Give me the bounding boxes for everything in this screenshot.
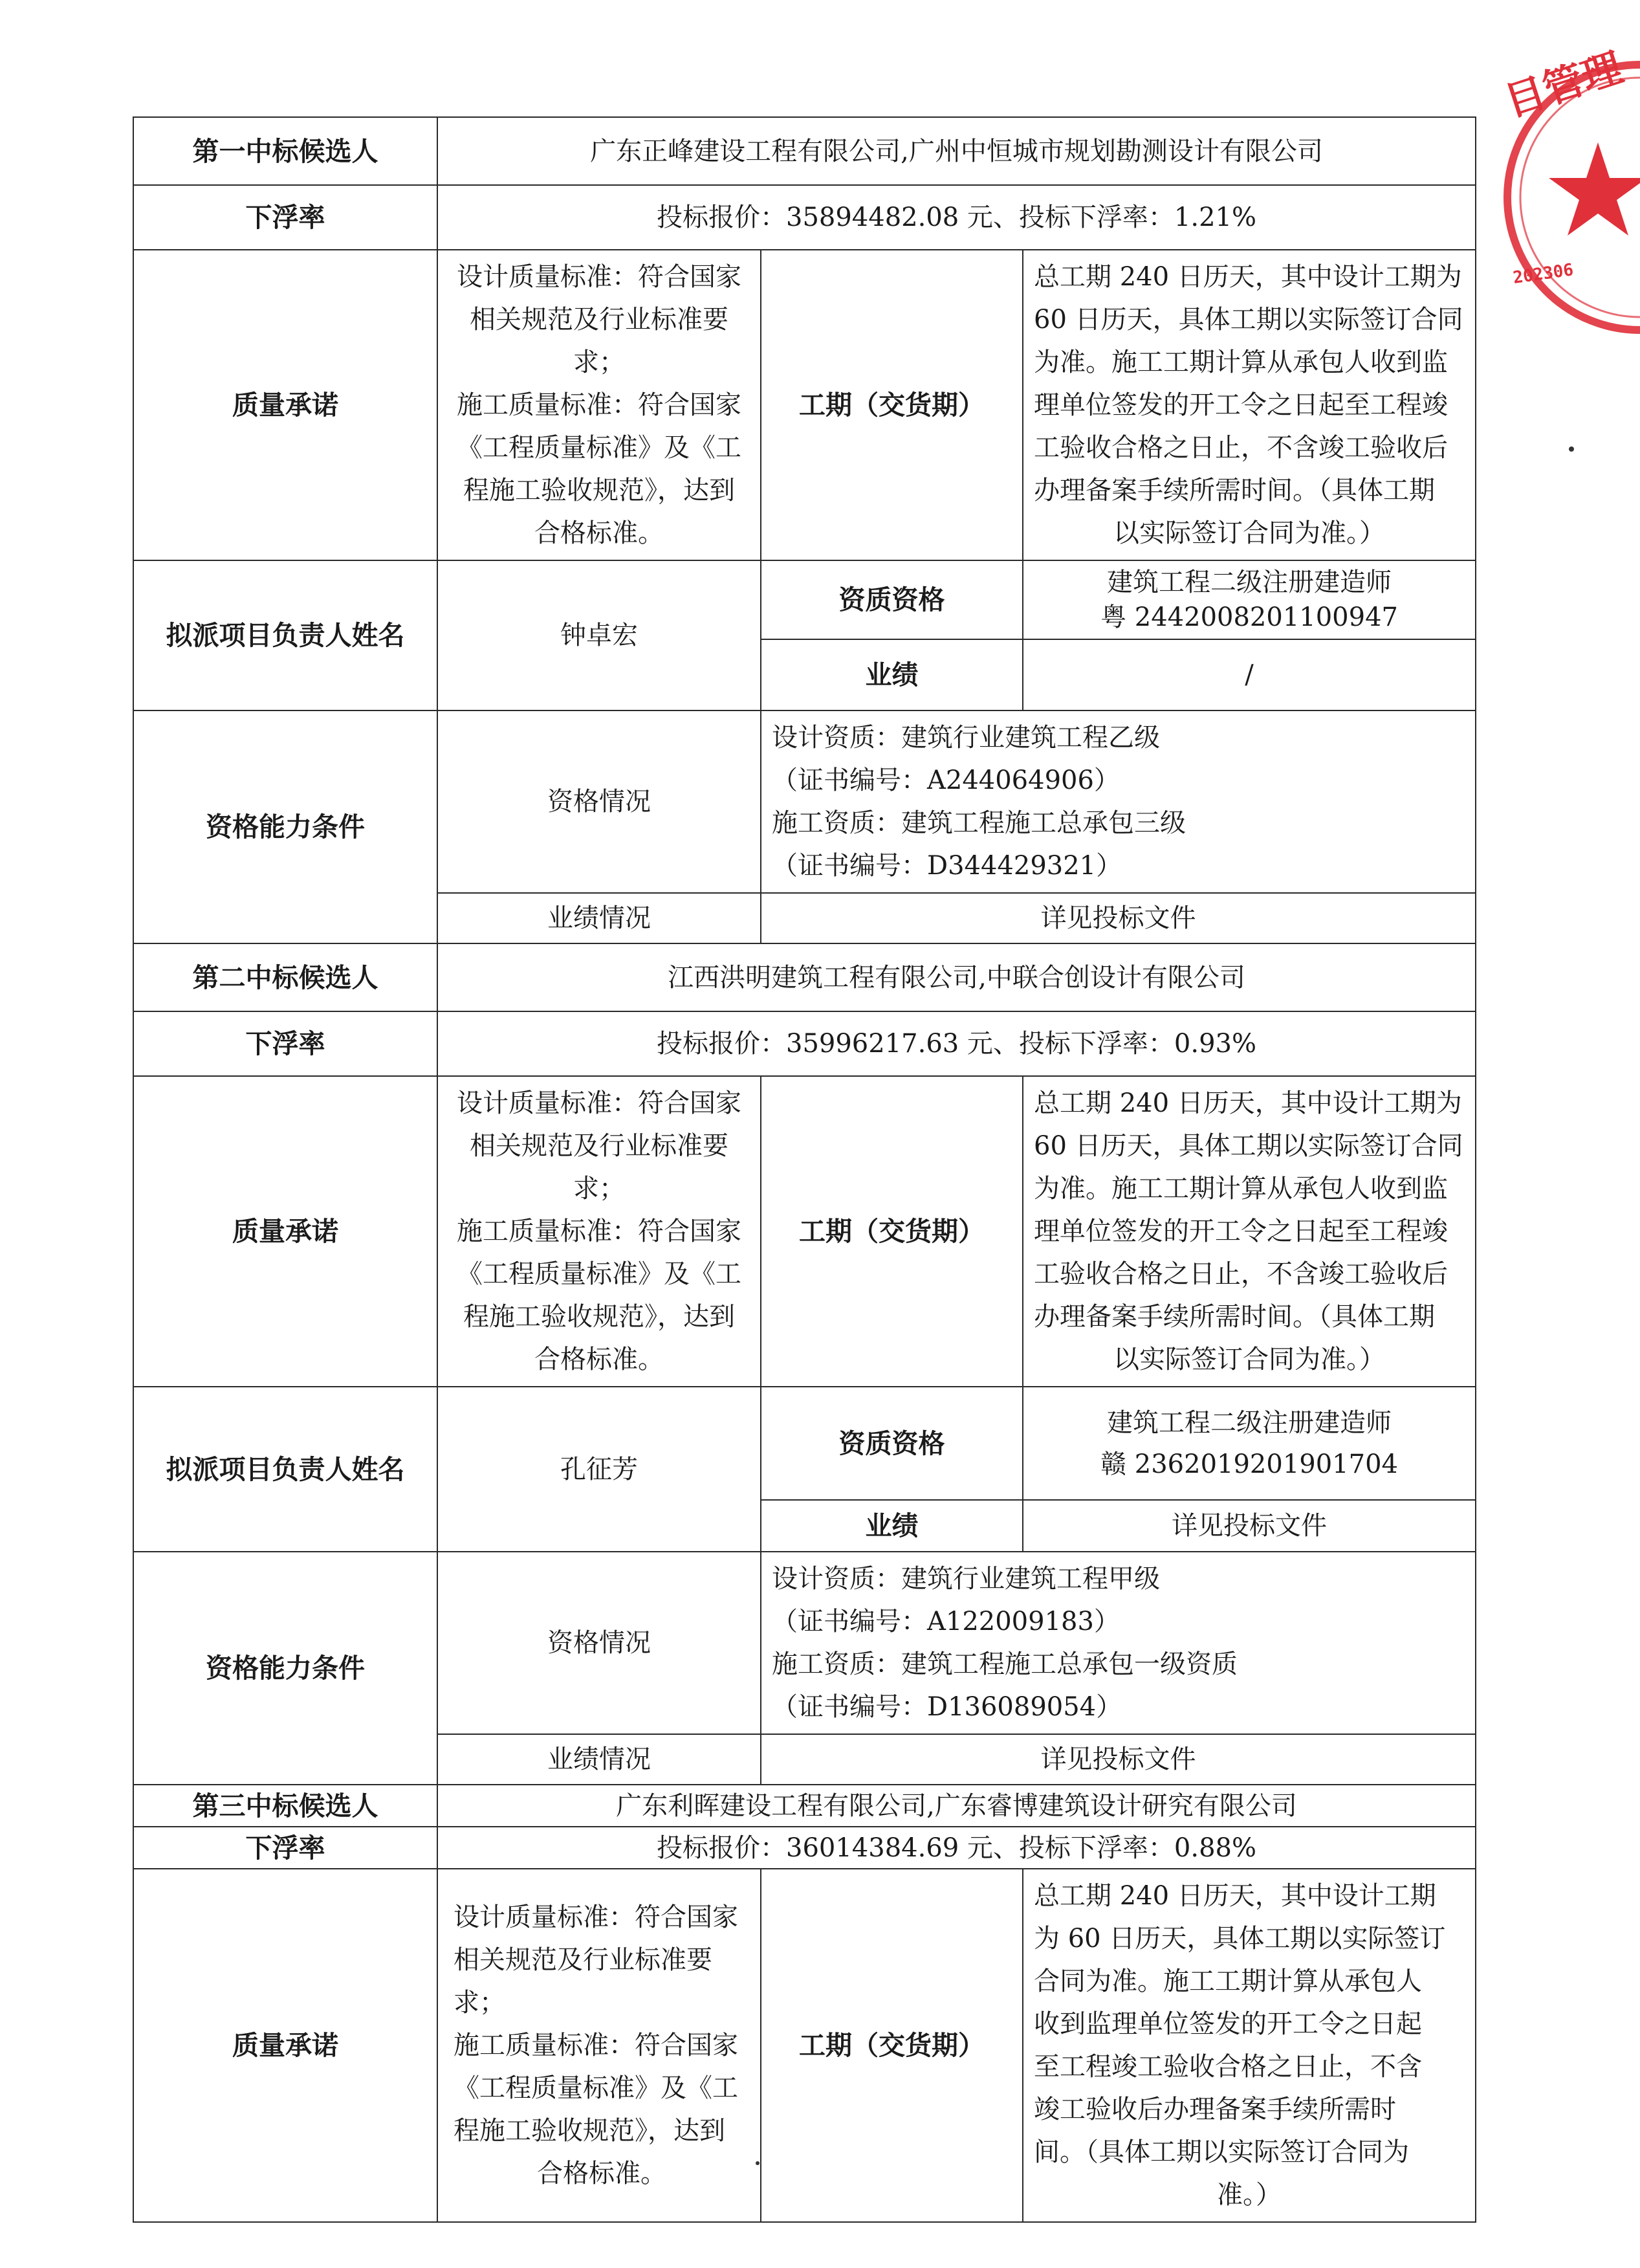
period-line: 理单位签发的开工令之日起至工程竣 [1034, 1217, 1448, 1246]
period-line: 为准。施工工期计算从承包人收到监 [1034, 347, 1448, 377]
capability-line: 设计资质：建筑行业建筑工程乙级 [772, 723, 1160, 753]
quality-line: 合格标准。 [534, 518, 664, 548]
capability-line: （证书编号：A122009183） [772, 1607, 1120, 1636]
period-line: 总工期 240 日历天，其中设计工期为 [1034, 262, 1462, 292]
period-line: 准。） [1217, 2180, 1282, 2210]
candidate-table [133, 116, 1476, 2223]
period-line: 收到监理单位签发的开工令之日起 [1034, 2009, 1422, 2039]
candidate-2-row [133, 943, 1476, 1011]
period-line: 总工期 240 日历天，其中设计工期为 [1034, 1088, 1462, 1118]
capability-label: 资格能力条件 [133, 1552, 437, 1785]
period-line: 以实际签订合同为准。） [1113, 1345, 1386, 1374]
quality-line: 求； [573, 1174, 625, 1204]
candidate-1-capability [761, 710, 1476, 893]
performance-status-label: 业绩情况 [437, 1734, 761, 1785]
quality-line: 合格标准。 [534, 1345, 664, 1374]
star-icon [1549, 142, 1640, 236]
candidate-3-company: 广东利晖建设工程有限公司,广东睿博建筑设计研究有限公司 [437, 1785, 1476, 1827]
candidate-1-performance: / [1023, 639, 1476, 710]
performance-label: 业绩 [761, 639, 1023, 710]
seal-stamp [1478, 36, 1640, 359]
period-line: 为准。施工工期计算从承包人收到监 [1034, 1174, 1448, 1204]
quality-line: 《工程质量标准》及《工 [457, 1259, 741, 1289]
period-line: 总工期 240 日历天，其中设计工期 [1034, 1881, 1436, 1911]
period-label: 工期（交货期） [761, 1869, 1023, 2222]
qualification-line: 建筑工程二级注册建造师 [1107, 567, 1392, 597]
candidate-1-period [1023, 250, 1476, 560]
quality-line: 施工质量标准：符合国家 [454, 2031, 738, 2060]
candidate-1-qualification [1023, 560, 1476, 639]
candidate-2-quality [437, 1076, 761, 1387]
quality-line: 《工程质量标准》及《工 [457, 433, 741, 463]
period-line: 至工程竣工验收合格之日止，不含 [1034, 2052, 1422, 2082]
period-label: 工期（交货期） [761, 250, 1023, 560]
capability-line: （证书编号：A244064906） [772, 765, 1120, 795]
qualification-status-label: 资格情况 [437, 710, 761, 893]
capability-line: 施工资质：建筑工程施工总承包三级 [772, 808, 1186, 838]
period-line: 理单位签发的开工令之日起至工程竣 [1034, 390, 1448, 420]
quality-line: 施工质量标准：符合国家 [457, 390, 741, 420]
quality-line: 相关规范及行业标准要 [470, 1131, 728, 1161]
quality-line: 《工程质量标准》及《工 [454, 2073, 738, 2103]
period-line: 为 60 日历天，具体工期以实际签订 [1034, 1924, 1446, 1954]
candidate-1-float-row [133, 185, 1476, 250]
candidate-1-capability-row [133, 710, 1476, 893]
period-line: 工验收合格之日止，不含竣工验收后 [1034, 433, 1448, 463]
candidate-2-company: 江西洪明建筑工程有限公司,中联合创设计有限公司 [437, 943, 1476, 1011]
candidate-1-quality [437, 250, 761, 560]
period-line: 以实际签订合同为准。） [1113, 518, 1386, 548]
candidate-2-bid: 投标报价：35996217.63 元、投标下浮率：0.93% [437, 1011, 1476, 1076]
quality-label: 质量承诺 [133, 250, 437, 560]
capability-label: 资格能力条件 [133, 710, 437, 943]
capability-line: （证书编号：D344429321） [772, 851, 1122, 881]
candidate-table-wrapper [133, 116, 1475, 2223]
candidate-3-float-row [133, 1827, 1476, 1869]
capability-line: （证书编号：D136089054） [772, 1692, 1122, 1722]
period-line: 合同为准。施工工期计算从承包人 [1034, 1966, 1422, 1996]
float-rate-label: 下浮率 [133, 1011, 437, 1076]
qualification-label: 资质资格 [761, 560, 1023, 639]
quality-line: 求； [454, 1988, 505, 2018]
qualification-label: 资质资格 [761, 1387, 1023, 1500]
period-line: 办理备案手续所需时间。（具体工期 [1034, 476, 1435, 505]
candidate-2-manager: 孔征芳 [437, 1387, 761, 1552]
period-label: 工期（交货期） [761, 1076, 1023, 1387]
qualification-line: 赣 2362019201901704 [1100, 1449, 1398, 1479]
candidate-2-quality-row [133, 1076, 1476, 1387]
quality-line: 程施工验收规范》，达到 [463, 1302, 735, 1332]
candidate-2-capability-row [133, 1552, 1476, 1734]
seal-text: 目管理 [1499, 43, 1628, 126]
manager-name-label: 拟派项目负责人姓名 [133, 560, 437, 710]
capability-line: 施工资质：建筑工程施工总承包一级资质 [772, 1649, 1238, 1679]
candidate-2-capability-performance: 详见投标文件 [761, 1734, 1476, 1785]
float-rate-label: 下浮率 [133, 1827, 437, 1869]
quality-line: 求； [573, 347, 625, 377]
capability-line: 设计资质：建筑行业建筑工程甲级 [772, 1564, 1160, 1594]
candidate-2-period [1023, 1076, 1476, 1387]
period-line: 60 日历天，具体工期以实际签订合同 [1034, 305, 1463, 335]
candidate-2-capability [761, 1552, 1476, 1734]
candidate-1-capability-performance: 详见投标文件 [761, 893, 1476, 943]
candidate-1-manager: 钟卓宏 [437, 560, 761, 710]
quality-line: 设计质量标准：符合国家 [454, 1902, 738, 1932]
candidate-2-label: 第二中标候选人 [133, 943, 437, 1011]
qualification-status-label: 资格情况 [437, 1552, 761, 1734]
seal-date: 202306 [1511, 260, 1575, 288]
performance-status-label: 业绩情况 [437, 893, 761, 943]
candidate-1-manager-row [133, 560, 1476, 639]
candidate-3-row [133, 1785, 1476, 1827]
period-line: 办理备案手续所需时间。（具体工期 [1034, 1302, 1435, 1332]
candidate-2-qualification [1023, 1387, 1476, 1500]
quality-label: 质量承诺 [133, 1076, 437, 1387]
candidate-1-bid: 投标报价：35894482.08 元、投标下浮率：1.21% [437, 185, 1476, 250]
candidate-2-performance: 详见投标文件 [1023, 1500, 1476, 1552]
manager-name-label: 拟派项目负责人姓名 [133, 1387, 437, 1552]
candidate-3-bid: 投标报价：36014384.69 元、投标下浮率：0.88% [437, 1827, 1476, 1869]
scan-speck [1569, 446, 1574, 452]
period-line: 间。（具体工期以实际签订合同为 [1034, 2137, 1409, 2167]
period-line: 60 日历天，具体工期以实际签订合同 [1034, 1131, 1463, 1161]
quality-line: 设计质量标准：符合国家 [457, 262, 741, 292]
candidate-1-company: 广东正峰建设工程有限公司,广州中恒城市规划勘测设计有限公司 [437, 117, 1476, 185]
candidate-2-float-row [133, 1011, 1476, 1076]
candidate-3-quality-row [133, 1869, 1476, 2222]
quality-line: 设计质量标准：符合国家 [457, 1088, 741, 1118]
quality-line: 施工质量标准：符合国家 [457, 1217, 741, 1246]
quality-label: 质量承诺 [133, 1869, 437, 2222]
float-rate-label: 下浮率 [133, 185, 437, 250]
quality-line: 相关规范及行业标准要 [454, 1945, 712, 1975]
candidate-2-manager-row [133, 1387, 1476, 1500]
candidate-1-quality-row [133, 250, 1476, 560]
quality-line: 合格标准。 [537, 2159, 666, 2188]
period-line: 竣工验收后办理备案手续所需时 [1034, 2095, 1396, 2124]
quality-line: 程施工验收规范》，达到 [463, 476, 735, 505]
candidate-1-label: 第一中标候选人 [133, 117, 437, 185]
candidate-3-label: 第三中标候选人 [133, 1785, 437, 1827]
candidate-3-period [1023, 1869, 1476, 2222]
candidate-1-row [133, 117, 1476, 185]
qualification-line: 粤 2442008201100947 [1100, 602, 1398, 632]
quality-line: 相关规范及行业标准要 [470, 305, 728, 335]
candidate-3-quality [437, 1869, 761, 2222]
performance-label: 业绩 [761, 1500, 1023, 1552]
period-line: 工验收合格之日止，不含竣工验收后 [1034, 1259, 1448, 1289]
quality-line: 程施工验收规范》，达到 [454, 2116, 725, 2146]
qualification-line: 建筑工程二级注册建造师 [1107, 1407, 1392, 1438]
